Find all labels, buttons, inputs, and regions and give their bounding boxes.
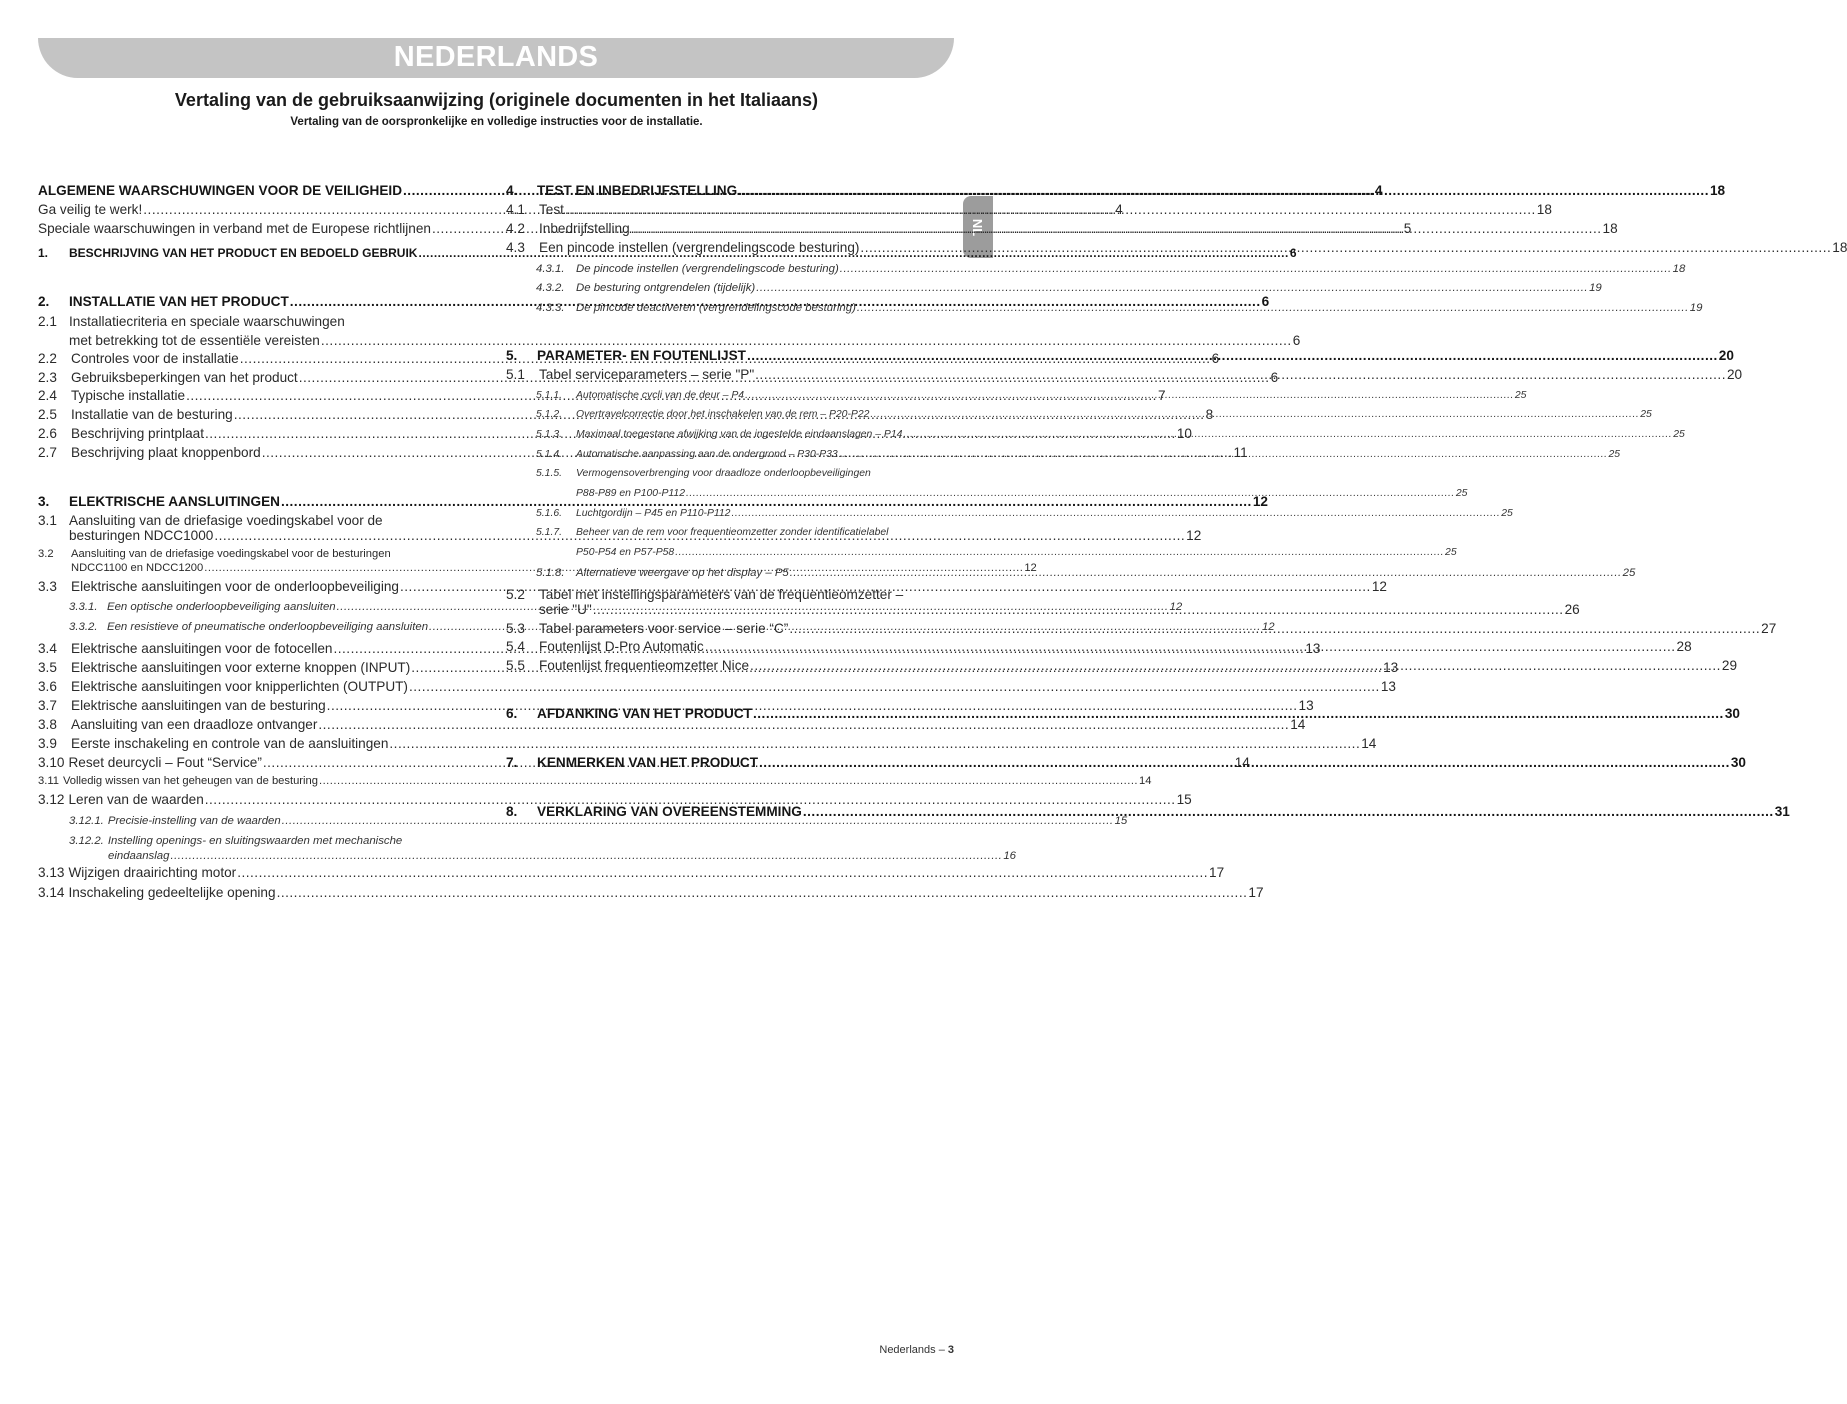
toc-entry-title: KENMERKEN VAN HET PRODUCT — [537, 755, 759, 770]
toc-leader-dots — [750, 657, 1721, 675]
toc-entry-number: 2.6 — [38, 426, 57, 441]
toc-entry-title: Wijzigen draairichting motor — [68, 865, 237, 880]
toc-entry-page: 13 — [1380, 679, 1396, 694]
toc-entry-page: 12 — [1186, 528, 1202, 543]
toc-entry-number: 2.2 — [38, 351, 57, 366]
toc-entry-number: 4. — [506, 183, 518, 198]
toc-entry-number: 2.5 — [38, 407, 57, 422]
toc-entry-title: Automatische aanpassing aan de ondergrond – P30-P33 — [576, 449, 838, 460]
toc-entry-number: 5.1.7. — [536, 527, 562, 538]
toc-entry — [536, 465, 949, 483]
toc-entry — [536, 387, 1527, 405]
toc-entry-title: Maximaal toegestane afwijking van de ingestelde eindaanslagen – P14 — [576, 429, 903, 440]
toc-entry-title: Reset deurcycli – Fout “Service” — [68, 755, 262, 770]
toc-entry-continuation — [108, 847, 1016, 865]
toc-entry-number: 3.2 — [38, 548, 54, 560]
toc-entry-title: TEST EN INBEDRIJFSTELLING — [537, 183, 738, 198]
toc-leader-dots — [903, 426, 1672, 444]
toc-entry-number: 2. — [38, 294, 50, 309]
toc-entry-title: Elektrische aansluitingen van de besturing — [71, 698, 326, 713]
toc-entry — [536, 279, 1602, 297]
toc-entry-number: 4.1 — [506, 202, 525, 217]
toc-entry-title-continued: P88-P89 en P100-P112 — [576, 488, 685, 499]
toc-leader-dots — [860, 239, 1831, 257]
toc-leader-dots — [803, 803, 1774, 821]
toc-entry-title: Beheer van de rem voor frequentieomzetter zonder identificatielabel — [576, 527, 889, 538]
toc-entry-page: 5 — [1403, 221, 1412, 236]
toc-entry-title: De pincode deactiveren (vergrendelingscode besturing) — [576, 302, 856, 314]
toc-entry-continuation — [576, 544, 1457, 562]
toc-entry-title: Aansluiting van een draadloze ontvanger — [71, 717, 318, 732]
toc-entry-page: 4 — [1115, 202, 1123, 217]
toc-entry-number: 5.1.6. — [536, 508, 562, 519]
toc-entry-number: 2.4 — [38, 388, 57, 403]
toc-entry-page: 18 — [1710, 183, 1726, 198]
toc-entry-title: Leren van de waarden — [68, 792, 204, 807]
toc-entry-title: Luchtgordijn – P45 en P110-P112 — [576, 508, 731, 519]
toc-entry-page: 25 — [1622, 567, 1636, 579]
toc-entry-number: 2.3 — [38, 370, 57, 385]
toc-entry-title-continued: NDCC1100 en NDCC1200 — [71, 562, 204, 574]
toc-leader-dots — [790, 564, 1622, 582]
toc-entry-page: 18 — [1832, 240, 1847, 255]
toc-entry — [536, 299, 1703, 317]
toc-entry — [38, 716, 1306, 734]
toc-entry-page: 6 — [1289, 246, 1297, 260]
toc-entry-title: VERKLARING VAN OVEREENSTEMMING — [537, 804, 802, 819]
toc-entry-page: 19 — [1589, 282, 1602, 294]
toc-entry-number: 5.1 — [506, 367, 525, 382]
toc-entry-page: 15 — [1176, 792, 1192, 807]
toc-entry-page: 12 — [1252, 494, 1268, 509]
toc-entry-page: 6 — [1292, 333, 1301, 348]
toc-entry-number: 5.1.1. — [536, 390, 562, 401]
toc-leader-dots — [319, 772, 1138, 790]
toc-entry-title-continued: P50-P54 en P57-P58 — [576, 547, 675, 558]
toc-entry-number: 4.2 — [506, 221, 525, 236]
toc-entry-number: 3.8 — [38, 717, 57, 732]
toc-entry-number: 3.12.1. — [69, 815, 104, 827]
toc-entry-number: 3.12.2. — [69, 835, 104, 847]
toc-entry-number: 1. — [38, 246, 49, 260]
toc-entry-number: 4.3 — [506, 240, 525, 255]
toc-entry — [38, 772, 1152, 790]
toc-entry-continuation — [69, 332, 1301, 350]
toc-entry-number: 2.7 — [38, 445, 57, 460]
toc-leader-dots — [593, 601, 1564, 619]
toc-entry-title: Tabel serviceparameters – serie "P" — [539, 367, 755, 382]
toc-entry-page: 12 — [1024, 562, 1037, 574]
toc-entry — [536, 524, 949, 542]
toc-entry-title: Overtravelcorrectie door het inschakelen van de rem – P20-P22 — [576, 409, 870, 420]
toc-entry-page: 25 — [1608, 449, 1621, 460]
toc-entry-page: 18 — [1602, 221, 1618, 236]
toc-entry-title: Beschrijving printplaat — [71, 426, 204, 441]
toc-entry-title: Eerste inschakeling en controle van de aansluitingen — [71, 736, 389, 751]
footer-page-number: 3 — [947, 1344, 954, 1356]
toc-entry-page: 8 — [1205, 407, 1214, 422]
toc-entry-number: 5. — [506, 348, 518, 363]
toc-entry-page: 29 — [1721, 658, 1738, 673]
toc-leader-dots — [170, 847, 1002, 865]
toc-leader-dots — [747, 347, 1718, 365]
toc-entry-title: Elektrische aansluitingen voor de onderloopbeveiliging — [71, 579, 399, 594]
toc-entry-page: 15 — [1114, 815, 1128, 827]
toc-entry-number: 5.2 — [506, 587, 525, 602]
toc-entry-page: 30 — [1730, 755, 1746, 770]
toc-entry — [536, 406, 1652, 424]
toc-entry-number: 5.1.2. — [536, 409, 562, 420]
toc-entry-page: 18 — [1536, 202, 1552, 217]
toc-entry-title: Elektrische aansluitingen voor de fotocellen — [71, 641, 333, 656]
toc-leader-dots — [686, 485, 1455, 503]
toc-entry-title: Automatische cycli van de deur – P4 — [576, 390, 745, 401]
toc-entry-number: 4.3.2. — [536, 282, 565, 294]
toc-leader-dots — [738, 182, 1709, 200]
page-title: Vertaling van de gebruiksaanwijzing (originele documenten in het Italiaans) — [174, 90, 819, 110]
toc-entry-number: 3.14 — [38, 885, 65, 900]
toc-entry-title-continued: serie "U" — [539, 602, 592, 617]
toc-entry-title: Test — [539, 202, 564, 217]
toc-entry-number: 3.1 — [38, 513, 57, 528]
toc-entry-number: 4.3.3. — [536, 302, 565, 314]
toc-leader-dots — [675, 544, 1444, 562]
toc-leader-dots — [277, 884, 1248, 902]
toc-entry — [506, 201, 1552, 219]
toc-entry-title: Een resistieve of pneumatische onderloopbeveiliging aansluiten — [107, 621, 429, 633]
toc-entry-page: 14 — [1361, 736, 1377, 751]
toc-entry-title: ALGEMENE WAARSCHUWINGEN VOOR DE VEILIGHEID — [38, 183, 403, 198]
toc-entry-title: Foutenlijst frequentieomzetter Nice — [539, 658, 750, 673]
toc-entry-title: Elektrische aansluitingen voor knipperlichten (OUTPUT) — [71, 679, 408, 694]
toc-entry-title: ELEKTRISCHE AANSLUITINGEN — [69, 494, 280, 509]
toc-entry-number: 4.3.1. — [536, 263, 565, 275]
toc-entry-page: 26 — [1564, 602, 1580, 617]
toc-entry — [38, 735, 1377, 753]
toc-entry-number: 5.1.5. — [536, 468, 562, 479]
toc-entry-page: 25 — [1501, 508, 1513, 519]
toc-entry-title: BESCHRIJVING VAN HET PRODUCT EN BEDOELD GEBRUIK — [69, 246, 418, 260]
toc-entry-number: 3.10 — [38, 755, 65, 770]
toc-entry-number: 5.5 — [506, 658, 525, 673]
toc-entry-number: 3.12 — [38, 792, 65, 807]
toc-entry-title: Gebruiksbeperkingen van het product — [71, 370, 298, 385]
toc-entry-number: 3.9 — [38, 736, 57, 751]
toc-entry-number: 3.5 — [38, 660, 57, 675]
toc-entry-page: 27 — [1761, 621, 1777, 636]
toc-entry — [506, 239, 1847, 257]
toc-entry-title: Inbedrijfstelling — [539, 221, 630, 236]
toc-entry-title: Een pincode instellen (vergrendelingscode besturing) — [539, 240, 860, 255]
toc-entry-page: 11 — [1233, 445, 1248, 460]
toc-entry-page: 12 — [1169, 601, 1183, 613]
toc-entry-page: 13 — [1383, 660, 1399, 675]
toc-entry — [38, 884, 1264, 902]
toc-leader-dots — [389, 735, 1360, 753]
toc-entry-number: 5.1.4. — [536, 449, 562, 460]
toc-entry-number: 3.7 — [38, 698, 57, 713]
toc-entry-title: De pincode instellen (vergrendelingscode besturing) — [576, 263, 839, 275]
toc-leader-dots — [409, 678, 1380, 696]
toc-entry-page: 25 — [1455, 488, 1468, 499]
toc-entry-number: 6. — [506, 706, 518, 721]
toc-entry-number: 3.3.2. — [69, 621, 98, 633]
toc-leader-dots — [756, 279, 1588, 297]
toc-entry — [506, 366, 1743, 384]
toc-entry — [38, 791, 1192, 809]
toc-entry-title: Aansluiting van de driefasige voedingskabel voor de besturingen — [71, 548, 391, 560]
toc-entry-page: 19 — [1689, 302, 1703, 314]
toc-entry-page: 30 — [1724, 706, 1740, 721]
toc-entry-page: 6 — [1211, 351, 1220, 366]
page-footer — [879, 1344, 954, 1356]
banner-title: NEDERLANDS — [393, 41, 599, 73]
toc-entry-title: PARAMETER- EN FOUTENLIJST — [537, 348, 746, 363]
toc-leader-dots — [631, 220, 1602, 238]
toc-entry-number: 8. — [506, 804, 518, 819]
toc-entry — [69, 812, 1128, 830]
toc-entry-title: Aansluiting van de driefasige voedingskabel voor de — [69, 513, 383, 528]
toc-entry-title: Installatiecriteria en speciale waarschuwingen — [69, 314, 345, 329]
toc-entry-number: 3.3.1. — [69, 601, 98, 613]
toc-entry — [38, 678, 1396, 696]
toc-entry-title: Typische installatie — [71, 388, 186, 403]
toc-entry-page: 31 — [1774, 804, 1790, 819]
toc-leader-dots — [840, 260, 1672, 278]
toc-entry-continuation — [576, 485, 1468, 503]
toc-leader-dots — [745, 387, 1514, 405]
toc-entry-number: 7. — [506, 755, 518, 770]
toc-entry — [38, 864, 1225, 882]
toc-entry-title: INSTALLATIE VAN HET PRODUCT — [69, 294, 289, 309]
toc-entry — [506, 347, 1734, 365]
toc-entry-number: 3.6 — [38, 679, 57, 694]
toc-entry-page: 12 — [1371, 579, 1387, 594]
language-side-tab-label: NL — [970, 218, 986, 236]
toc-entry-page: 6 — [1270, 370, 1279, 385]
toc-entry-title: Een optische onderloopbeveiliging aansluiten — [107, 601, 336, 613]
toc-entry — [38, 313, 480, 331]
toc-entry-title: Vermogensoverbrenging voor draadloze onderloopbeveiligingen — [576, 468, 871, 479]
toc-entry — [536, 505, 1513, 523]
toc-entry-page: 25 — [1673, 429, 1685, 440]
toc-entry-title: De besturing ontgrendelen (tijdelijk) — [576, 282, 756, 294]
toc-entry-page: 6 — [1261, 294, 1270, 309]
toc-entry-number: 3.4 — [38, 641, 57, 656]
toc-leader-dots — [237, 864, 1208, 882]
language-banner — [38, 38, 954, 78]
toc-entry-page: 10 — [1176, 426, 1192, 441]
toc-entry-title: Foutenlijst D-Pro Automatic — [539, 639, 704, 654]
toc-entry-number: 3.3 — [38, 579, 57, 594]
toc-entry-page: 17 — [1209, 865, 1225, 880]
toc-entry-number: 3. — [38, 494, 50, 509]
toc-leader-dots — [857, 299, 1689, 317]
toc-entry-page: 25 — [1445, 547, 1457, 558]
toc-leader-dots — [839, 446, 1608, 464]
toc-entry-page: 16 — [1003, 850, 1016, 862]
toc-entry-number: 3.11 — [38, 775, 59, 787]
toc-entry-title: Installatie van de besturing — [71, 407, 233, 422]
toc-entry-page: 20 — [1727, 367, 1743, 382]
toc-leader-dots — [731, 505, 1500, 523]
toc-entry-page: 20 — [1718, 348, 1734, 363]
toc-entry-page: 14 — [1234, 755, 1250, 770]
toc-entry-page: 25 — [1514, 390, 1527, 401]
toc-leader-dots — [870, 406, 1639, 424]
toc-entry-title: Alternatieve weergave op het display – P5 — [576, 567, 789, 579]
toc-entry — [506, 182, 1726, 200]
toc-entry-page: 4 — [1374, 183, 1383, 198]
toc-entry-title: Tabel met instellingsparameters van de frequentieomzetter – — [539, 587, 904, 602]
toc-entry-number: 5.1.8. — [536, 567, 565, 579]
toc-entry-number: 2.1 — [38, 314, 57, 329]
toc-leader-dots — [565, 201, 1536, 219]
page-subtitle: Vertaling van de oorspronkelijke en volledige instructies voor de installatie. — [290, 116, 703, 128]
toc-entry-page: 28 — [1676, 639, 1692, 654]
toc-entry-page: 13 — [1305, 641, 1321, 656]
toc-entry-page: 14 — [1139, 775, 1152, 787]
toc-entry-number: 3.13 — [38, 865, 65, 880]
toc-entry-number: 5.1.3. — [536, 429, 562, 440]
toc-entry-page: 25 — [1640, 409, 1652, 420]
toc-entry-page: 13 — [1298, 698, 1314, 713]
toc-entry-page: 12 — [1261, 621, 1275, 633]
toc-entry-title-continued: eindaanslag — [108, 850, 170, 862]
footer-label: Nederlands – — [879, 1344, 945, 1356]
toc-entry-title-continued: met betrekking tot de essentiële vereisten — [69, 333, 320, 348]
toc-leader-dots — [755, 366, 1726, 384]
toc-entry-page: 18 — [1672, 263, 1686, 275]
toc-entry-title: Elektrische aansluitingen voor externe knoppen (INPUT) — [71, 660, 411, 675]
toc-entry-title: Beschrijving plaat knoppenbord — [71, 445, 261, 460]
toc-leader-dots — [759, 754, 1730, 772]
toc-entry-page: 7 — [1157, 388, 1166, 403]
toc-entry-title: Speciale waarschuwingen in verband met de Europese richtlijnen — [38, 221, 431, 236]
toc-entry-title: Ga veilig te werk! — [38, 202, 143, 217]
toc-entry-number: 5.3 — [506, 621, 525, 636]
toc-entry — [536, 260, 1686, 278]
toc-entry-title: Instelling openings- en sluitingswaarden met mechanische — [107, 835, 403, 847]
toc-leader-dots — [705, 638, 1676, 656]
toc-entry-title: Precisie-instelling van de waarden — [107, 815, 281, 827]
toc-entry-title: Inschakeling gedeeltelijke opening — [68, 885, 276, 900]
toc-leader-dots — [753, 705, 1724, 723]
toc-leader-dots — [789, 620, 1760, 638]
toc-entry-page: 14 — [1290, 717, 1306, 732]
toc-entry-title-continued: besturingen NDCC1000 — [69, 528, 214, 543]
toc-entry-title: AFDANKING VAN HET PRODUCT — [537, 706, 752, 721]
toc-entry-title: Controles voor de installatie — [71, 351, 239, 366]
toc-entry-page: 17 — [1248, 885, 1264, 900]
toc-entry-title: Tabel parameters voor service – serie “C” — [539, 621, 789, 636]
toc-entry-title: Volledig wissen van het geheugen van de besturing — [62, 775, 318, 787]
toc-entry-number: 5.4 — [506, 639, 525, 654]
